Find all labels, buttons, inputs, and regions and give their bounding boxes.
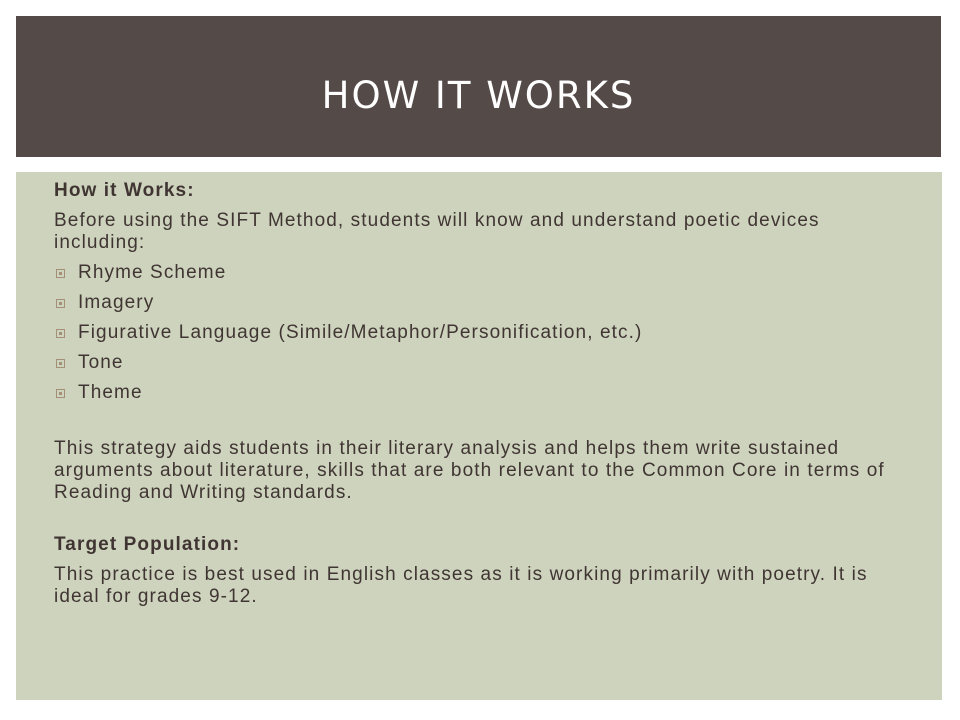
list-item: Imagery [54,288,914,318]
square-bullet-icon [56,359,65,368]
title-bar [16,16,941,157]
content-body [54,180,914,608]
list-item: Tone [54,348,914,378]
square-bullet-icon [56,329,65,338]
list-item: Rhyme Scheme [54,258,914,288]
target-population-heading: Target Population: [54,534,241,555]
square-bullet-icon [56,389,65,398]
poetic-devices-list [54,258,914,408]
how-it-works-heading: How it Works: [54,180,195,201]
target-population-text: This practice is best used in English classes as it is working primarily with poetry. It is ideal for grades 9-12. [54,564,868,607]
square-bullet-icon [56,269,65,278]
list-item: Theme [54,378,914,408]
strategy-paragraph: This strategy aids students in their literary analysis and helps them write sustained arguments about literature, skills that are both relevant to the Common Core in terms of Reading and Writing standards. [54,438,885,503]
slide-title: HOW IT WORKS [321,74,636,117]
intro-paragraph: Before using the SIFT Method, students will know and understand poetic devices including: [54,210,820,253]
content-box [16,172,942,700]
square-bullet-icon [56,299,65,308]
list-item: Figurative Language (Simile/Metaphor/Personification, etc.) [54,318,914,348]
